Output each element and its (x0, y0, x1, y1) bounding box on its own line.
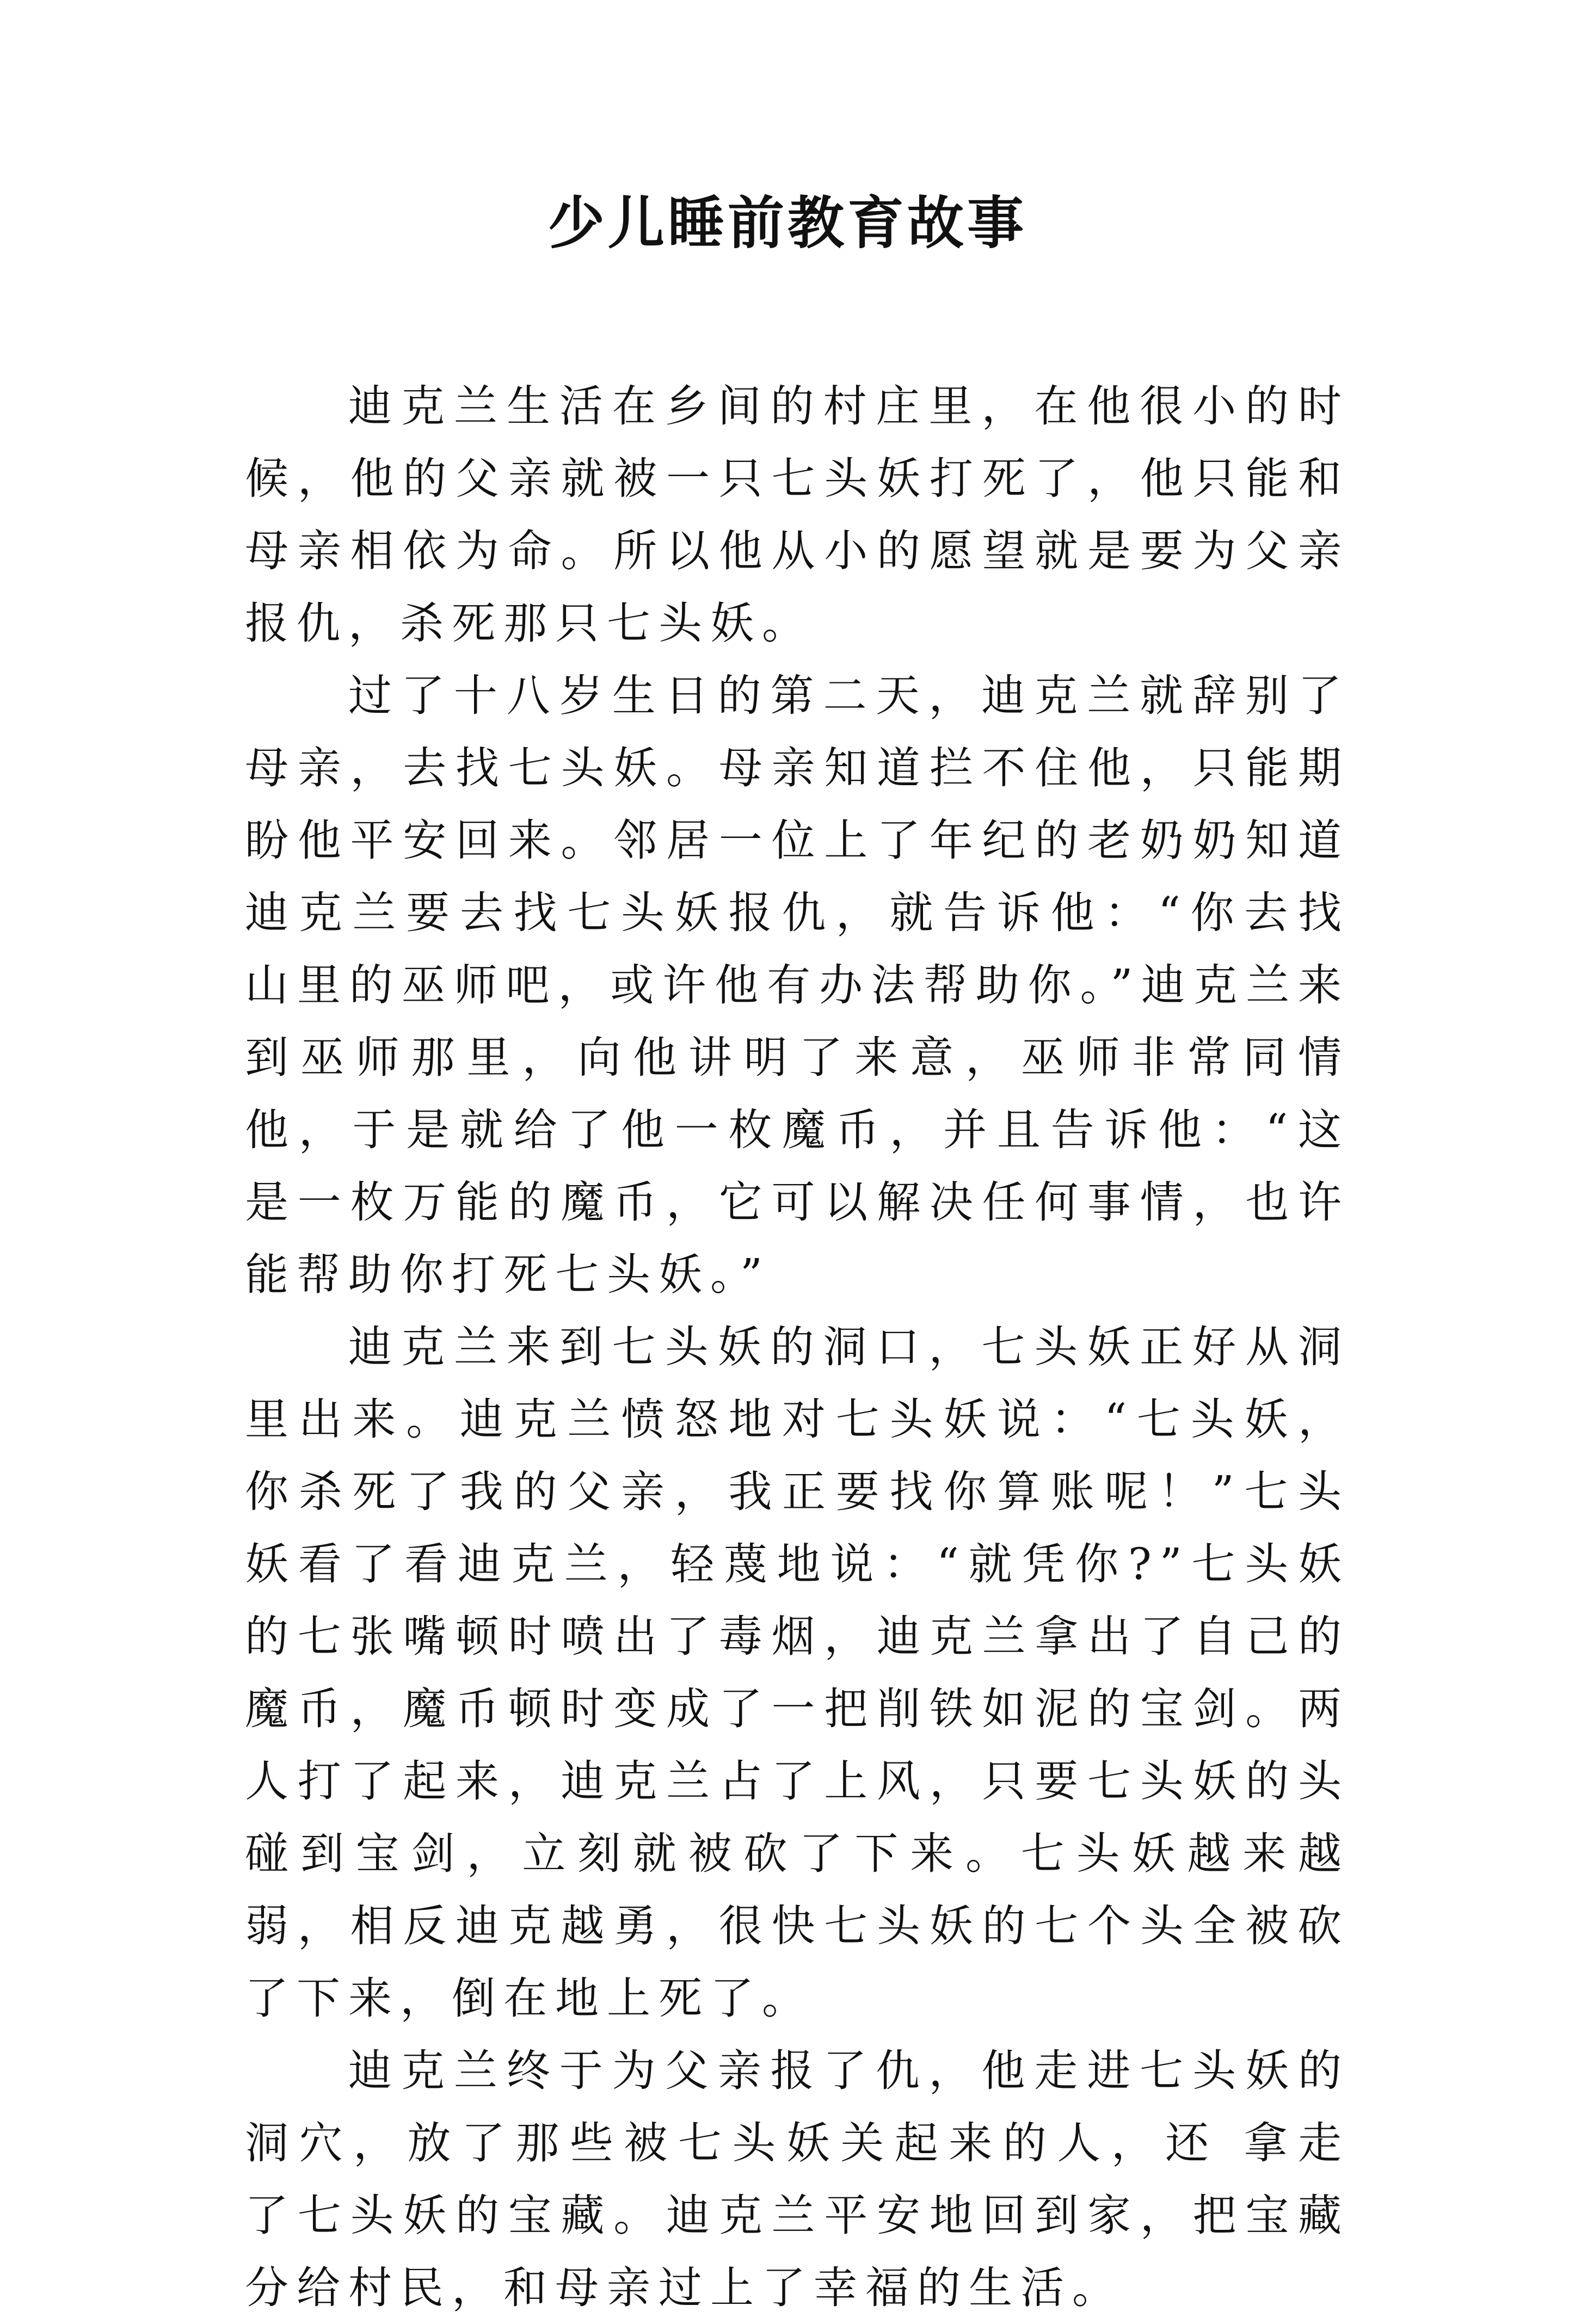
document-title: 少儿睡前教育故事 (547, 189, 1027, 256)
paragraph-3: 迪克兰来到七头妖的洞口，七头妖正好从洞里出来。迪克兰愤怒地对七头妖说：“七头妖，你杀死了我的父亲，我正要找你算账呢！”七头妖看了看迪克兰，轻蔑地说：“就凭你?”七头妖的七张嘴顿时喷出了毒烟，迪克兰拿出了自己的魔币，魔币顿时变成了一把削铁如泥的宝剑。两人打了起来，迪克兰占了上风，只要七头妖的头碰到宝剑，立刻就被砍了下来。七头妖越来越弱，相反迪克越勇，很快七头妖的七个头全被砍了下来，倒在地上死了。 (245, 1322, 1350, 2024)
paragraph-4: 迪克兰终于为父亲报了仇，他走进七头妖的洞穴，放了那些被七头妖关起来的人，还 拿走了七头妖的宝藏。迪克兰平安地回到家，把宝藏分给村民，和母亲过上了幸福的生活。 (245, 2045, 1350, 2313)
paragraph-2: 过了十八岁生日的第二天，迪克兰就辞别了母亲，去找七头妖。母亲知道拦不住他，只能期盼他平安回来。邻居一位上了年纪的老奶奶知道迪克兰要去找七头妖报仇，就告诉他：“你去找山里的巫师吧，或许他有办法帮助你。”迪克兰来到巫师那里，向他讲明了来意，巫师非常同情他，于是就给了他一枚魔币，并且告诉他：“这是一枚万能的魔币，它可以解决任何事情，也许能帮助你打死七头妖。” (245, 670, 1350, 1300)
paragraph-1: 迪克兰生活在乡间的村庄里，在他很小的时候，他的父亲就被一只七头妖打死了，他只能和母亲相依为命。所以他从小的愿望就是要为父亲报仇，杀死那只七头妖。 (245, 381, 1350, 649)
story-body (245, 370, 1350, 2324)
